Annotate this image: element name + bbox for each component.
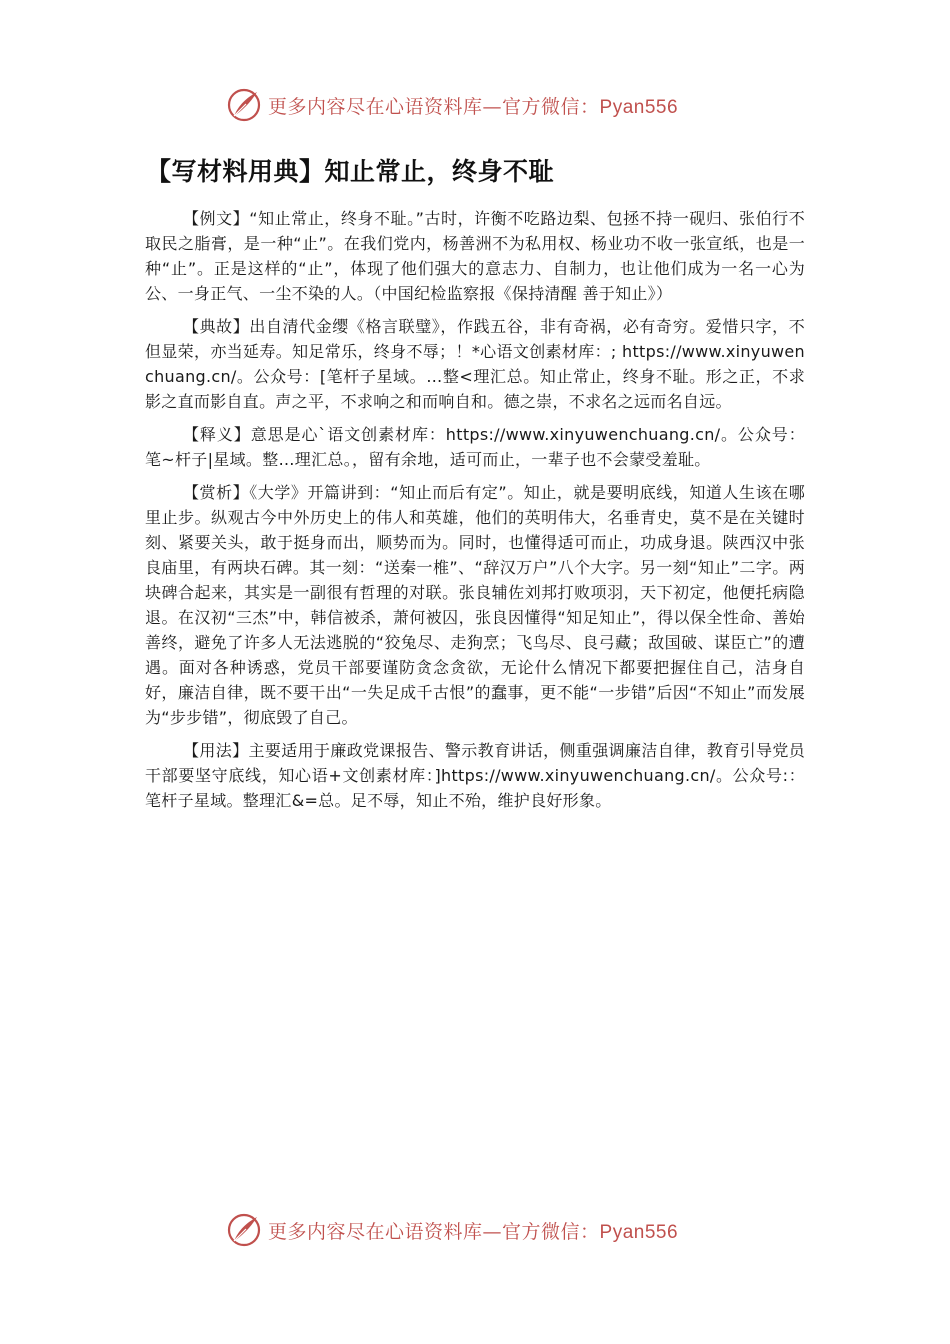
paragraph-label: 【例文】 xyxy=(183,209,250,228)
paragraph-label: 【典故】 xyxy=(183,317,250,336)
footer-banner-text: 更多内容尽在心语资料库—官方微信：Pyan556 xyxy=(268,1220,679,1243)
paragraph-text: 出自清代金缨《格言联璧》，作践五谷，非有奇祸，必有奇穷。爱惜只字，不但显荣，亦当延寿。知足常乐，终身不辱；！*心语文创素材库：; https://www.xinyuwenchuang.cn/。公众号：[笔杆子星域。…整<理汇总。知止常止，终身不耻。形之正，不求影之直而影自直。声之平，不求响之和而响自和。德之崇，不求名之远而名自远。 xyxy=(145,317,806,411)
header-banner-text: 更多内容尽在心语资料库—官方微信：Pyan556 xyxy=(268,95,679,118)
footer-banner xyxy=(226,1210,678,1250)
paragraph-label: 【赏析】 xyxy=(183,483,250,502)
quill-logo-icon xyxy=(226,1212,262,1248)
article-body xyxy=(145,206,805,821)
example-paragraph xyxy=(145,206,805,306)
meaning-paragraph xyxy=(145,422,805,472)
paragraph-text: 主要适用于廉政党课报告、警示教育讲话，侧重强调廉洁自律，教育引导党员干部要坚守底线，知心语+文创素材库：]https://www.xinyuwenchuang.cn/。公众号:：笔杆子星域。整理汇&=总。足不辱，知止不殆，维护良好形象。 xyxy=(145,741,805,810)
header-banner xyxy=(226,85,678,125)
paragraph-label: 【释义】 xyxy=(183,425,251,444)
footer-wechat-id: Pyan556 xyxy=(599,1221,679,1243)
paragraph-label: 【用法】 xyxy=(183,741,249,760)
paragraph-text: 《大学》开篇讲到：“知止而后有定”。知止，就是要明底线，知道人生该在哪里止步。纵观古今中外历史上的伟人和英雄，他们的英明伟大，名垂青史，莫不是在关键时刻、紧要关头，敢于挺身而出，顺势而为。同时，也懂得适可而止，功成身退。陕西汉中张良庙里，有两块石碑。其一刻：“送秦一椎”、“辞汉万户”八个大字。另一刻“知止”二字。两块碑合起来，其实是一副很有哲理的对联。张良辅佐刘邦打败项羽，天下初定，他便托病隐退。在汉初“三杰”中，韩信被杀，萧何被囚，张良因懂得“知足知止”，得以保全性命、善始善终，避免了许多人无法逃脱的“狡兔尽、走狗烹；飞鸟尽、良弓藏；敌国破、谋臣亡”的遭遇。面对各种诱惑，党员干部要谨防贪念贪欲，无论什么情况下都要把握住自己，洁身自好，廉洁自律，既不要干出“一失足成千古恨”的蠢事，更不能“一步错”后因“不知止”而发展为“步步错”，彻底毁了自己。 xyxy=(145,483,805,727)
paragraph-text: 意思是心`语文创素材库：https://www.xinyuwenchuang.cn/。公众号：笔~杆子|星域。整…理汇总。，留有余地，适可而止，一辈子也不会蒙受羞耻。 xyxy=(145,425,805,469)
page-title: 【写材料用典】知止常止，终身不耻 xyxy=(146,157,555,186)
header-wechat-id: Pyan556 xyxy=(599,96,679,118)
quill-logo-icon xyxy=(226,87,262,123)
allusion-paragraph xyxy=(145,314,805,414)
analysis-paragraph xyxy=(145,480,805,730)
usage-paragraph xyxy=(145,738,805,813)
paragraph-text: “知止常止，终身不耻。”古时，许衡不吃路边梨、包拯不持一砚归、张伯行不取民之脂膏，是一种“止”。在我们党内，杨善洲不为私用权、杨业功不收一张宣纸，也是一种“止”。正是这样的“止”，体现了他们强大的意志力、自制力，也让他们成为一名一心为公、一身正气、一尘不染的人。（中国纪检监察报《保持清醒 善于知止》） xyxy=(145,209,805,303)
